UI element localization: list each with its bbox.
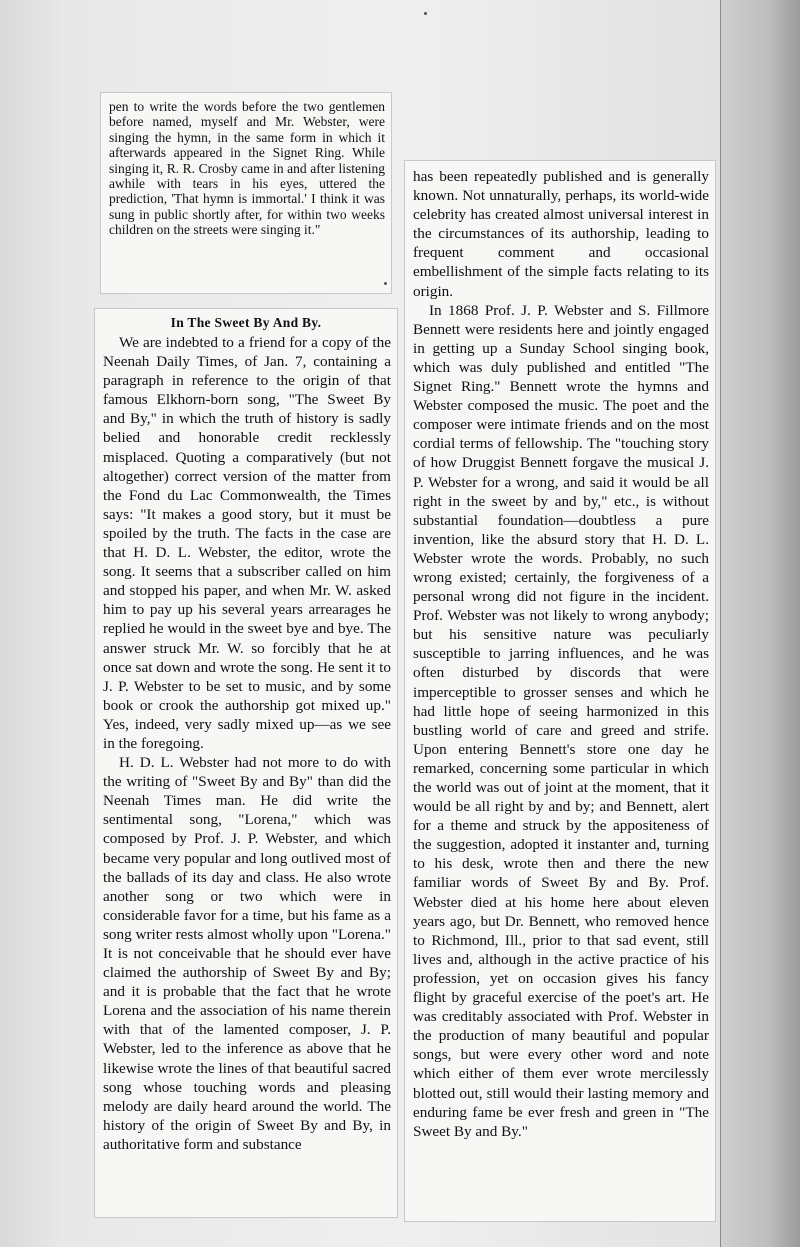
clipping-top-left — [100, 92, 392, 294]
article-paragraph: In 1868 Prof. J. P. Webster and S. Fillmore Bennett were residents here and jointly engaged in getting up a Sunday School singing book, which was duly published and entitled "The Signet Ring." Bennett wrote the hymns and Webster composed the music. The poet and the composer were intimate friends and on the most cordial terms of fellowship. The "touching story of how Druggist Bennett forgave the musical J. P. Webster for a wrong, and said it would be all right in the sweet by and by," etc., is without substantial foundation—doubtless a pure invention, like the absurd story that H. D. L. Webster wrote the words. Probably, no such wrong existed; certainly, the forgiveness of a personal wrong did not figure in the incident. Prof. Webster was not likely to wrong anybody; but his sensitive nature was peculiarly susceptible to jarring influences, and he was often disturbed by discords that were imperceptible to grosser senses and which he had little hope of seeing harmonized in this bustling world of care and greed and strife. Upon entering Bennett's store one day he remarked, concerning some particular in which the world was out of joint at the moment, that it would be all right by and by; and Bennett, alert for a theme and struck by the appositeness of the suggestion, adopted it instanter and, turning to his desk, wrote then and there the new familiar words of Sweet By and By. Prof. Webster died at his home here about eleven years ago, but Dr. Bennett, who removed hence to Richmond, Ill., prior to that sad event, still lives and, although in the active practice of his profession, yet on occasion gives his fancy flight by graceful exercise of the poet's art. He was creditably associated with Prof. Webster in the production of many beautiful and popular songs, but were every other word and note which either of them ever wrote mercilessly blotted out, still would their lasting memory and enduring fame be ever fresh and green in "The Sweet By and By." — [413, 301, 709, 1140]
article-paragraph: has been repeatedly published and is generally known. Not unnaturally, perhaps, its world-wide celebrity has created almost universal interest in the circumstances of its authorship, leading to frequent comment and occasional embellishment of the simple facts relating to its origin. — [413, 168, 709, 300]
clipping-article-right — [404, 160, 716, 1222]
article-paragraph: H. D. L. Webster had not more to do with the writing of "Sweet By and By" than did the Neenah Times man. He did write the sentimental song, "Lorena," which was composed by Prof. J. P. Webster, and which became very popular and long outlived most of the ballads of its day and class. He also wrote another song or two which were in considerable favor for a time, but his fame as a song writer rests almost wholly upon "Lorena." It is not conceivable that he should ever have claimed the authorship of Sweet By and By; and it is probable that the fact that he wrote Lorena and the association of his name therein with that of the lamented composer, J. P. Webster, led to the inference as above that he likewise wrote the lines of that beautiful sacred song whose touching words and pleasing melody are daily heard around the world. The history of the origin of Sweet By and By, in authoritative form and substance — [103, 754, 391, 1153]
article-left-body — [103, 333, 391, 1154]
clipping-1-text: pen to write the words before the two gentlemen before named, myself and Mr. Webster, were singing the hymn, in the same form in which it afterwards appeared in the Signet Ring. While singing it, R. R. Crosby came in and after listening awhile with tears in his eyes, uttered the prediction, 'That hymn is immortal.' I think it was sung in public shortly after, for within two weeks children on the streets were singing it." — [109, 99, 385, 238]
backing-card-edge — [720, 0, 800, 1247]
paper-speck — [384, 282, 387, 285]
article-heading: In The Sweet By And By. — [170, 315, 322, 330]
clipping-article-left — [94, 308, 398, 1218]
article-paragraph: We are indebted to a friend for a copy of the Neenah Daily Times, of Jan. 7, containing a paragraph in reference to the origin of that famous Elkhorn-born song, "The Sweet By and By," in which the truth of history is sadly belied and honorable credit recklessly misplaced. Quoting a comparatively (but not altogether) correct version of the matter from the Fond du Lac Commonwealth, the Times says: "It makes a good story, but it must be spoiled by the truth. The facts in the case are that H. D. L. Webster, the editor, wrote the song. It seems that a subscriber called on him and stopped his paper, and when Mr. W. asked him to pay up his several years arrearages he replied he would in the sweet bye and bye. The answer struck Mr. W. so forcibly that he at once sat down and wrote the song. He sent it to J. P. Webster to be set to music, and by some book or crook the authorship got mixed up." Yes, indeed, very sadly mixed up—as we see in the foregoing. — [103, 334, 391, 752]
article-right-body — [413, 167, 709, 1141]
paper-speck — [424, 12, 427, 15]
